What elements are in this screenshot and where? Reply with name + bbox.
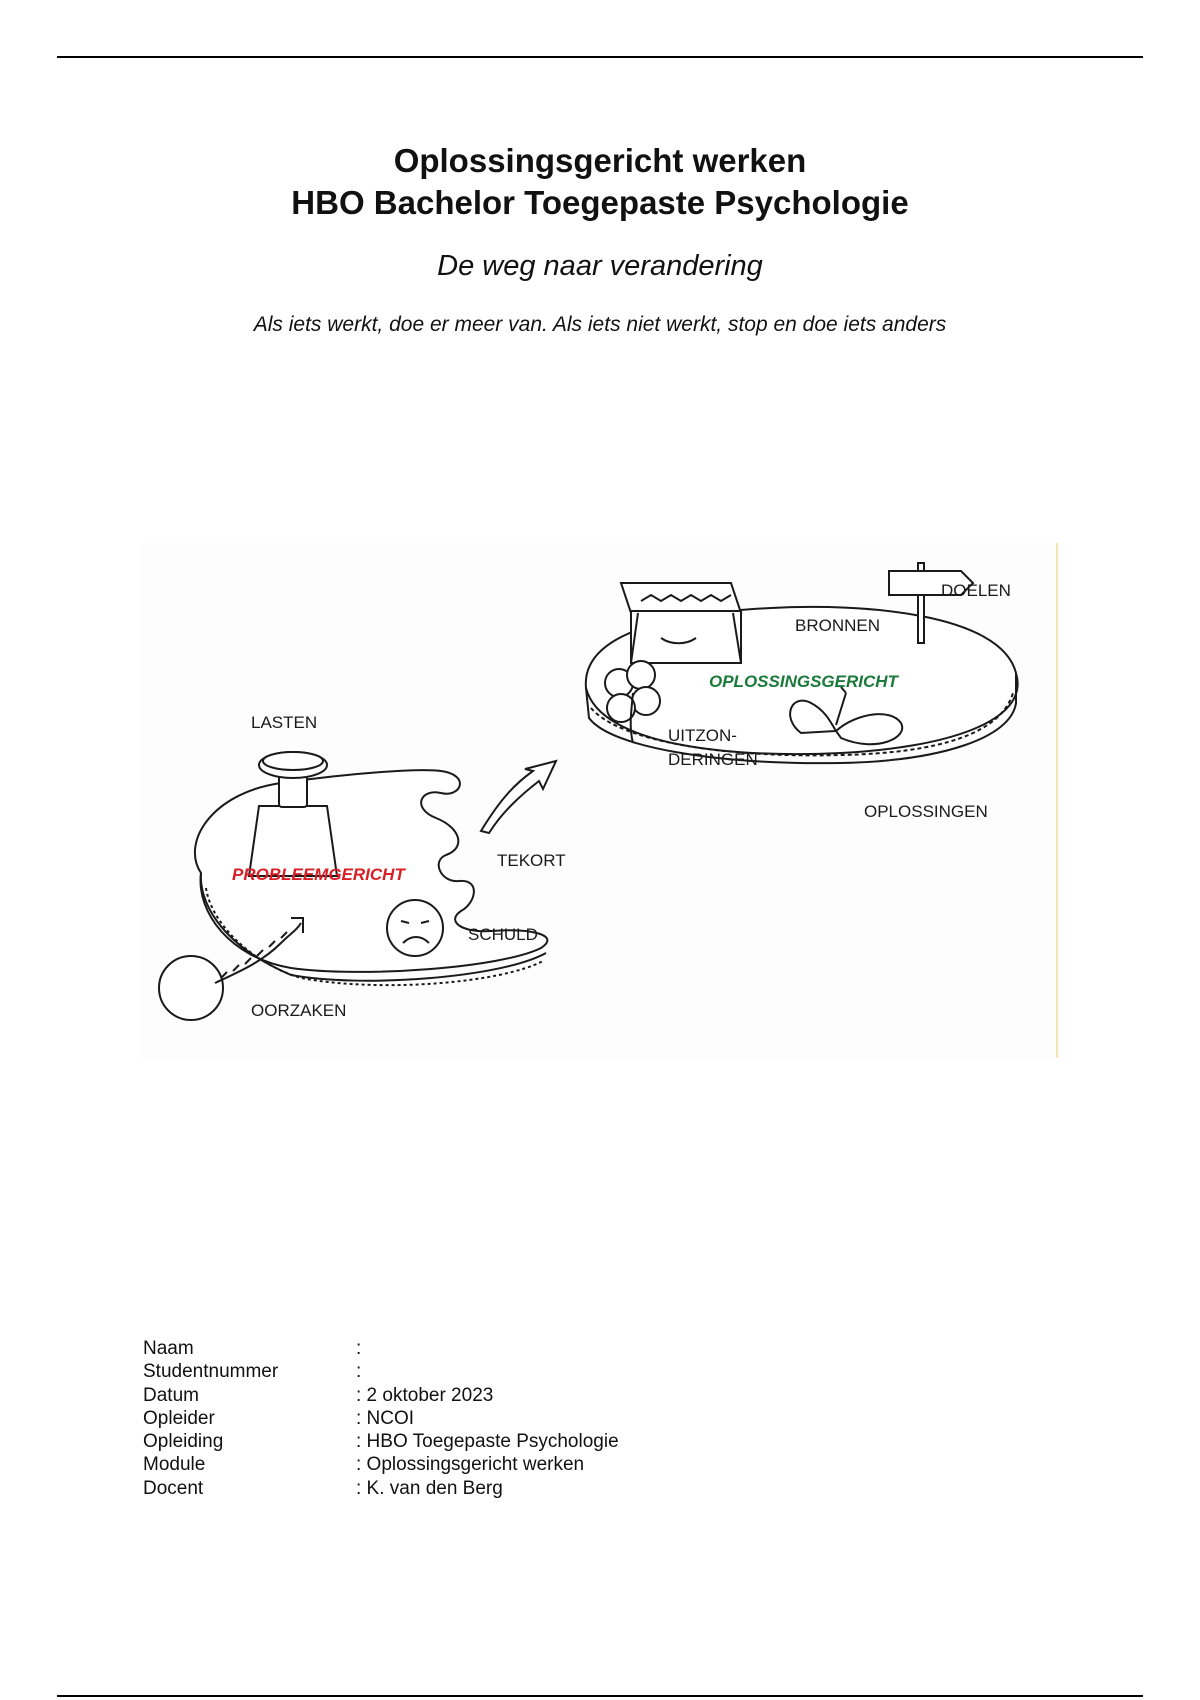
student-info — [143, 1337, 619, 1500]
info-label: Datum — [143, 1384, 199, 1406]
info-row-docent — [143, 1477, 619, 1500]
info-value: : 2 oktober 2023 — [356, 1384, 494, 1406]
label-doelen: DOELEN — [941, 581, 1011, 600]
document-subtitle: De weg naar verandering — [437, 250, 763, 282]
info-row-opleider — [143, 1407, 619, 1430]
info-row-studentnummer — [143, 1360, 619, 1383]
label-schuld: SCHULD — [468, 925, 538, 944]
info-label: Opleiding — [143, 1431, 224, 1453]
label-uitzonderingen-1: UITZON- — [668, 726, 737, 745]
weight-icon — [249, 752, 337, 876]
label-uitzonderingen-2: DERINGEN — [668, 750, 758, 769]
label-oorzaken: OORZAKEN — [251, 1001, 347, 1020]
label-oplossingsgericht: OPLOSSINGSGERICHT — [709, 672, 898, 691]
cover-illustration — [141, 543, 1059, 1058]
info-label: Module — [143, 1454, 206, 1476]
info-value: : NCOI — [356, 1407, 415, 1429]
illustration-svg — [141, 543, 1059, 1058]
label-probleemgericht: PROBLEEMGERICHT — [232, 865, 405, 884]
title-line-1: Oplossingsgericht werken — [393, 142, 807, 179]
info-row-module — [143, 1453, 619, 1476]
info-value: : K. van den Berg — [356, 1477, 503, 1499]
title-line-2: HBO Bachelor Toegepaste Psychologie — [291, 184, 909, 221]
sad-face-icon — [387, 900, 443, 956]
info-value: : HBO Toegepaste Psychologie — [356, 1431, 619, 1453]
info-label: Opleider — [143, 1407, 215, 1429]
label-tekort: TEKORT — [497, 851, 566, 870]
label-oplossingen: OPLOSSINGEN — [864, 802, 988, 821]
label-bronnen: BRONNEN — [795, 616, 881, 635]
header-rule — [57, 56, 1143, 58]
info-value: : Oplossingsgericht werken — [356, 1454, 585, 1476]
info-row-naam — [143, 1337, 619, 1360]
info-label: Studentnummer — [143, 1361, 279, 1383]
document-motto: Als iets werkt, doe er meer van. Als iets niet werkt, stop en doe iets anders — [253, 313, 947, 336]
info-value: : — [356, 1361, 362, 1383]
info-row-datum — [143, 1384, 619, 1407]
info-value: : — [356, 1338, 362, 1359]
label-lasten: LASTEN — [251, 713, 318, 732]
footer-rule — [57, 1695, 1143, 1697]
document-title — [0, 140, 1200, 224]
info-label: Docent — [143, 1477, 204, 1499]
info-label: Naam — [143, 1338, 194, 1359]
info-row-opleiding — [143, 1430, 619, 1453]
treasure-chest-icon — [621, 583, 741, 663]
